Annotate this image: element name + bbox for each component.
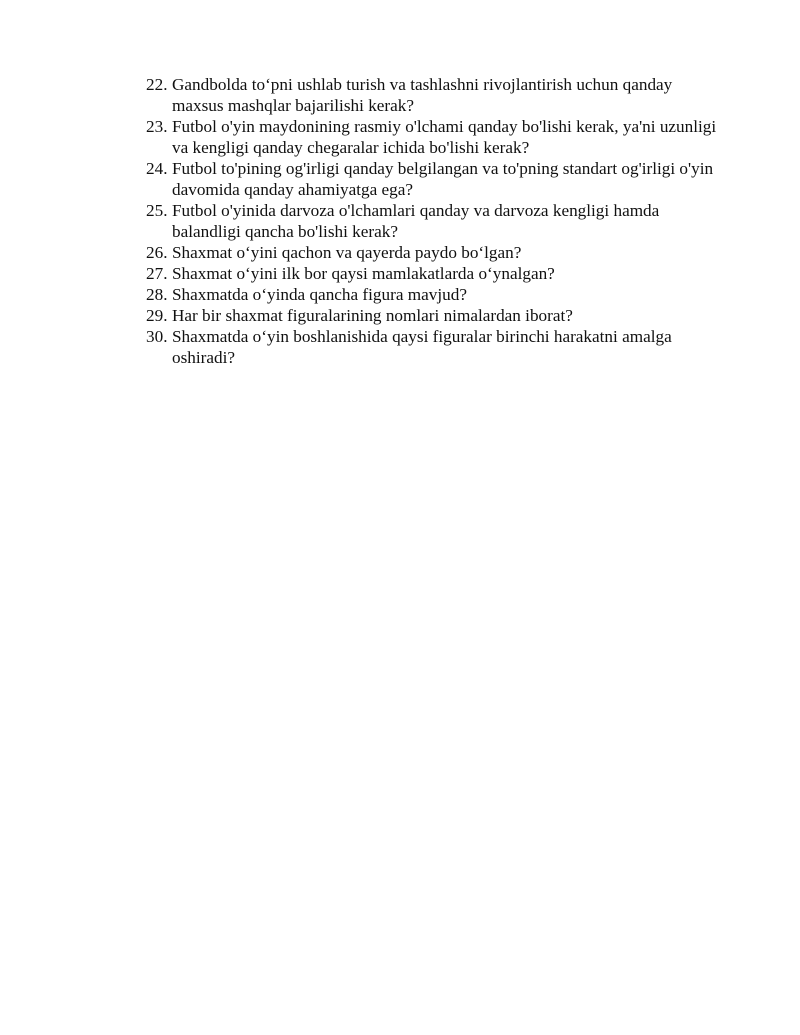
question-text: Futbol o'yin maydonining rasmiy o'lchami qanday bo'lishi kerak, ya'ni uzunligi va kengligi qanday chegaralar ichida bo'lishi kerak? (172, 117, 717, 157)
question-number: 23. (146, 117, 168, 136)
question-number: 24. (146, 159, 168, 178)
question-item (146, 242, 718, 263)
question-number: 25. (146, 201, 168, 220)
question-number: 27. (146, 264, 168, 283)
question-item (146, 74, 718, 116)
question-number: 26. (146, 243, 168, 262)
question-number: 22. (146, 75, 168, 94)
question-number: 30. (146, 327, 168, 346)
question-text: Shaxmatda o‘yin boshlanishida qaysi figuralar birinchi harakatni amalga oshiradi? (172, 327, 672, 367)
question-text: Futbol o'yinida darvoza o'lchamlari qanday va darvoza kengligi hamda balandligi qancha bo'lishi kerak? (172, 201, 660, 241)
question-text: Futbol to'pining og'irligi qanday belgilangan va to'pning standart og'irligi o'yin davomida qanday ahamiyatga ega? (172, 159, 714, 199)
question-item (146, 158, 718, 200)
question-item (146, 200, 718, 242)
question-list (146, 74, 718, 368)
question-item (146, 305, 718, 326)
question-text: Shaxmat o‘yini qachon va qayerda paydo bo‘lgan? (172, 243, 522, 262)
question-number: 29. (146, 306, 168, 325)
question-item (146, 116, 718, 158)
question-text: Shaxmatda o‘yinda qancha figura mavjud? (172, 285, 467, 304)
question-item (146, 326, 718, 368)
question-text: Gandbolda to‘pni ushlab turish va tashlashni rivojlantirish uchun qanday maxsus mashqlar bajarilishi kerak? (172, 75, 673, 115)
question-item (146, 284, 718, 305)
question-item (146, 263, 718, 284)
question-text: Har bir shaxmat figuralarining nomlari nimalardan iborat? (172, 306, 573, 325)
question-text: Shaxmat o‘yini ilk bor qaysi mamlakatlarda o‘ynalgan? (172, 264, 555, 283)
question-number: 28. (146, 285, 168, 304)
